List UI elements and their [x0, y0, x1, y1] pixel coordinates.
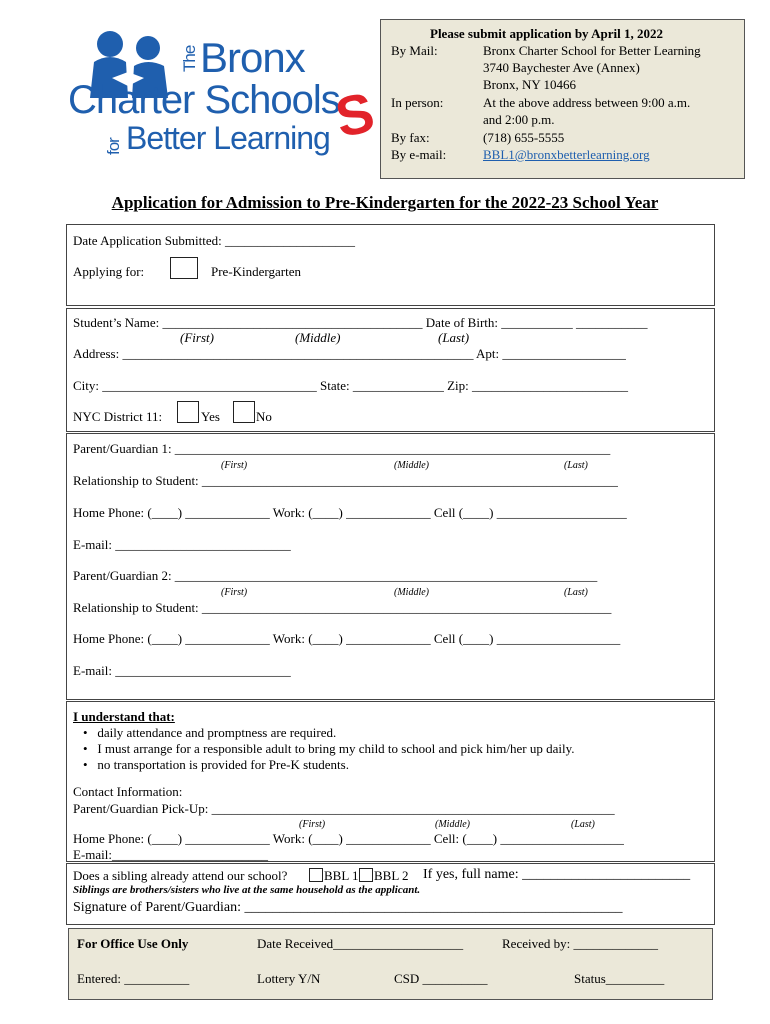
logo-better-learning: Better Learning — [126, 120, 330, 156]
district-no-checkbox[interactable] — [233, 401, 255, 423]
city-state-zip-field[interactable]: City: _________________________________ State: ______________ Zip: ________________________ — [73, 378, 629, 393]
district-label: NYC District 11: — [73, 409, 163, 424]
sibling-full-name-field[interactable]: If yes, full name: ________________________ — [423, 867, 691, 882]
middle-caption: (Middle) — [435, 819, 470, 830]
school-logo — [68, 28, 380, 168]
signature-field[interactable]: Signature of Parent/Guardian: ______________________________________________________ — [73, 900, 623, 915]
bullet-list-item: • no transportation is provided for Pre-K students. — [83, 757, 349, 772]
student-section — [66, 308, 715, 432]
first-caption: (First) — [221, 460, 248, 471]
office-heading: For Office Use Only — [77, 936, 189, 951]
bullet-list-item: • I must arrange for a responsible adult to bring my child to school and pick him/her up daily. — [83, 741, 575, 756]
guardian1-phones-field[interactable]: Home Phone: (____) _____________ Work: (____) _____________ Cell (____) ____________________ — [73, 505, 627, 520]
district-yes-checkbox[interactable] — [177, 401, 199, 423]
address-field[interactable]: Address: ______________________________________________________ Apt: ___________________ — [73, 346, 626, 361]
status-field[interactable]: Status_________ — [574, 971, 665, 986]
pickup-phones-field[interactable]: Home Phone: (____) _____________ Work: (____) _____________ Cell: (____) ___________________ — [73, 831, 624, 846]
guardian2-relationship-field[interactable]: Relationship to Student: _______________________________________________________________ — [73, 600, 612, 615]
logo-charter-schools: Charter Schools — [68, 78, 340, 122]
bbl2-checkbox[interactable] — [359, 868, 373, 882]
bullet-text: no transportation is provided for Pre-K students. — [97, 757, 349, 772]
applying-for-label: Applying for: — [73, 264, 145, 279]
sibling-section — [66, 863, 715, 925]
pre-k-checkbox[interactable] — [170, 257, 198, 279]
bullet-text: I must arrange for a responsible adult to bring my child to school and pick him/her up daily. — [97, 741, 575, 756]
submit-heading: Please submit application by April 1, 2022 — [430, 26, 663, 41]
email-label: By e-mail: — [391, 147, 447, 162]
in-person-label: In person: — [391, 95, 444, 110]
yes-label: Yes — [201, 409, 220, 424]
mail-line: 3740 Baychester Ave (Annex) — [483, 60, 640, 75]
last-caption: (Last) — [564, 587, 588, 598]
bbl1-label: BBL 1 — [324, 868, 359, 883]
first-caption: (First) — [221, 587, 248, 598]
logo-bronx: Bronx — [200, 34, 305, 81]
mail-line: Bronx, NY 10466 — [483, 77, 577, 92]
middle-caption: (Middle) — [295, 330, 341, 345]
pickup-name-field[interactable]: Parent/Guardian Pick-Up: ______________________________________________________________ — [73, 801, 615, 816]
understand-section — [66, 701, 715, 862]
last-caption: (Last) — [564, 460, 588, 471]
guardian1-relationship-field[interactable]: Relationship to Student: ________________________________________________________________ — [73, 473, 618, 488]
guardian2-email-field[interactable]: E-mail: ___________________________ — [73, 663, 291, 678]
entered-field[interactable]: Entered: __________ — [77, 971, 190, 986]
logo-the: The — [180, 45, 199, 72]
mail-label: By Mail: — [391, 43, 438, 58]
middle-caption: (Middle) — [394, 460, 429, 471]
bullet-text: daily attendance and promptness are required. — [97, 725, 337, 740]
date-received-field[interactable]: Date Received____________________ — [257, 936, 464, 951]
mail-line: Bronx Charter School for Better Learning — [483, 43, 701, 58]
no-label: No — [256, 409, 272, 424]
date-submitted-field[interactable]: Date Application Submitted: ____________________ — [73, 233, 356, 248]
sibling-note: Siblings are brothers/sisters who live at the same household as the applicant. — [73, 884, 421, 896]
pre-k-label: Pre-Kindergarten — [211, 264, 302, 279]
middle-caption: (Middle) — [394, 587, 429, 598]
sibling-question: Does a sibling already attend our school? — [73, 868, 288, 883]
guardian2-name-field[interactable]: Parent/Guardian 2: _________________________________________________________________ — [73, 568, 598, 583]
guardian1-name-field[interactable]: Parent/Guardian 1: ___________________________________________________________________ — [73, 441, 611, 456]
logo-red-s: S — [329, 79, 380, 150]
fax-value: (718) 655-5555 — [483, 130, 565, 145]
guardian2-phones-field[interactable]: Home Phone: (____) _____________ Work: (____) _____________ Cell (____) ___________________ — [73, 631, 621, 646]
office-use-box — [68, 928, 713, 1000]
last-caption: (Last) — [571, 819, 595, 830]
student-name-field[interactable]: Student’s Name: ________________________________________ Date of Birth: ___________ ___________ — [73, 315, 648, 330]
in-person-line: At the above address between 9:00 a.m. — [483, 95, 691, 110]
lottery-field[interactable]: Lottery Y/N — [257, 971, 321, 986]
logo-for: for — [104, 138, 123, 155]
fax-label: By fax: — [391, 130, 430, 145]
bullet-list-item: • daily attendance and promptness are required. — [83, 725, 337, 740]
page-title: Application for Admission to Pre-Kindergarten for the 2022-23 School Year — [111, 193, 659, 212]
understand-heading: I understand that: — [73, 709, 175, 724]
contact-info-label: Contact Information: — [73, 784, 183, 799]
submission-info-box — [380, 19, 745, 179]
first-caption: (First) — [180, 330, 214, 345]
pickup-email-field[interactable]: E-mail:________________________ — [73, 847, 268, 862]
guardian1-email-field[interactable]: E-mail: ___________________________ — [73, 537, 291, 552]
bbl1-checkbox[interactable] — [309, 868, 323, 882]
application-section — [66, 224, 715, 306]
email-link[interactable]: BBL1@bronxbetterlearning.org — [483, 147, 650, 162]
in-person-line: and 2:00 p.m. — [483, 112, 555, 127]
bbl2-label: BBL 2 — [374, 868, 409, 883]
csd-field[interactable]: CSD __________ — [394, 971, 488, 986]
first-caption: (First) — [299, 819, 326, 830]
guardians-section — [66, 433, 715, 700]
last-caption: (Last) — [438, 330, 470, 345]
received-by-field[interactable]: Received by: _____________ — [502, 936, 658, 951]
